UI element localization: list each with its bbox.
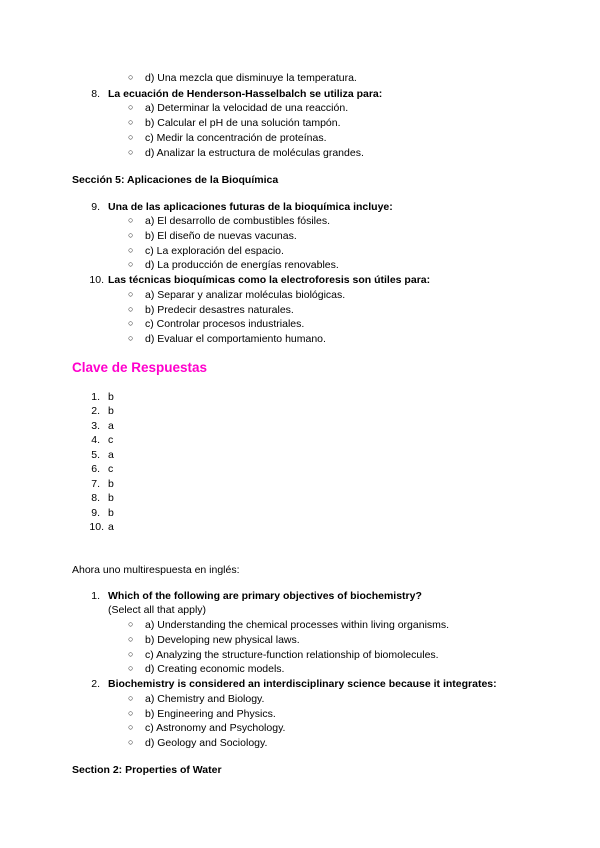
option-bullet: ○ <box>128 245 134 255</box>
q10-option-c: c) Controlar procesos industriales. <box>145 318 305 330</box>
answer-value: c <box>108 463 114 475</box>
option-bullet: ○ <box>128 147 134 157</box>
answer-value: b <box>108 507 114 519</box>
answer-number: 7. <box>91 478 100 490</box>
answer-value: b <box>108 391 114 403</box>
e2-option-d: d) Geology and Sociology. <box>145 737 268 749</box>
answer-number: 8. <box>91 492 100 504</box>
q10-question: Las técnicas bioquímicas como la electroforesis son útiles para: <box>108 274 431 286</box>
answer-value: b <box>108 478 114 490</box>
option-bullet: ○ <box>128 72 134 82</box>
answer-value: a <box>108 420 114 432</box>
answer-key-heading: Clave de Respuestas <box>72 360 208 375</box>
answer-value: b <box>108 405 114 417</box>
e2-option-a: a) Chemistry and Biology. <box>145 693 265 705</box>
answer-number: 4. <box>91 434 100 446</box>
option-bullet: ○ <box>128 117 134 127</box>
e1-option-d: d) Creating economic models. <box>145 663 285 675</box>
option-bullet: ○ <box>128 619 134 629</box>
option-bullet: ○ <box>128 102 134 112</box>
answer-number: 9. <box>91 507 100 519</box>
option-bullet: ○ <box>128 318 134 328</box>
option-bullet: ○ <box>128 663 134 673</box>
e1-option-a: a) Understanding the chemical processes within living organisms. <box>145 619 450 631</box>
option-bullet: ○ <box>128 737 134 747</box>
option-bullet: ○ <box>128 634 134 644</box>
e2-option-c: c) Astronomy and Psychology. <box>145 722 286 734</box>
section-2-heading: Section 2: Properties of Water <box>72 764 222 776</box>
answer-number: 3. <box>91 420 100 432</box>
option-bullet: ○ <box>128 708 134 718</box>
answer-value: a <box>108 521 114 533</box>
e1-question: Which of the following are primary objectives of biochemistry? <box>108 590 422 602</box>
english-intro: Ahora uno multirespuesta en inglés: <box>72 564 240 576</box>
e1-number: 1. <box>91 590 100 602</box>
option-bullet: ○ <box>128 649 134 659</box>
e2-question: Biochemistry is considered an interdisciplinary science because it integrates: <box>108 678 497 690</box>
e2-option-b: b) Engineering and Physics. <box>145 708 276 720</box>
answer-value: a <box>108 449 114 461</box>
answer-number: 10. <box>89 521 104 533</box>
answer-number: 5. <box>91 449 100 461</box>
e1-note: (Select all that apply) <box>108 604 207 616</box>
q9-number: 9. <box>91 201 100 213</box>
option-bullet: ○ <box>128 289 134 299</box>
q10-option-a: a) Separar y analizar moléculas biológicas. <box>145 289 346 301</box>
q8-number: 8. <box>91 88 100 100</box>
e2-number: 2. <box>91 678 100 690</box>
q8-option-d: d) Analizar la estructura de moléculas grandes. <box>145 147 364 159</box>
option-bullet: ○ <box>128 333 134 343</box>
q7-option-d: d) Una mezcla que disminuye la temperatura. <box>145 72 357 84</box>
answer-number: 6. <box>91 463 100 475</box>
q9-option-c: c) La exploración del espacio. <box>145 245 284 257</box>
section-5-heading: Sección 5: Aplicaciones de la Bioquímica <box>72 174 279 186</box>
answer-value: c <box>108 434 114 446</box>
q10-option-d: d) Evaluar el comportamiento humano. <box>145 333 326 345</box>
q9-question: Una de las aplicaciones futuras de la bioquímica incluye: <box>108 201 393 213</box>
option-bullet: ○ <box>128 722 134 732</box>
option-bullet: ○ <box>128 132 134 142</box>
q10-number: 10. <box>89 274 104 286</box>
e1-option-c: c) Analyzing the structure-function relationship of biomolecules. <box>145 649 439 661</box>
answer-number: 2. <box>91 405 100 417</box>
option-bullet: ○ <box>128 304 134 314</box>
q10-option-b: b) Predecir desastres naturales. <box>145 304 294 316</box>
option-bullet: ○ <box>128 215 134 225</box>
option-bullet: ○ <box>128 259 134 269</box>
q8-option-b: b) Calcular el pH de una solución tampón. <box>145 117 341 129</box>
q8-option-c: c) Medir la concentración de proteínas. <box>145 132 327 144</box>
q9-option-a: a) El desarrollo de combustibles fósiles. <box>145 215 331 227</box>
q9-option-d: d) La producción de energías renovables. <box>145 259 339 271</box>
q9-option-b: b) El diseño de nuevas vacunas. <box>145 230 297 242</box>
e1-option-b: b) Developing new physical laws. <box>145 634 300 646</box>
answer-number: 1. <box>91 391 100 403</box>
option-bullet: ○ <box>128 693 134 703</box>
q8-question: La ecuación de Henderson-Hasselbalch se utiliza para: <box>108 88 383 100</box>
option-bullet: ○ <box>128 230 134 240</box>
answer-value: b <box>108 492 114 504</box>
q8-option-a: a) Determinar la velocidad de una reacción. <box>145 102 349 114</box>
